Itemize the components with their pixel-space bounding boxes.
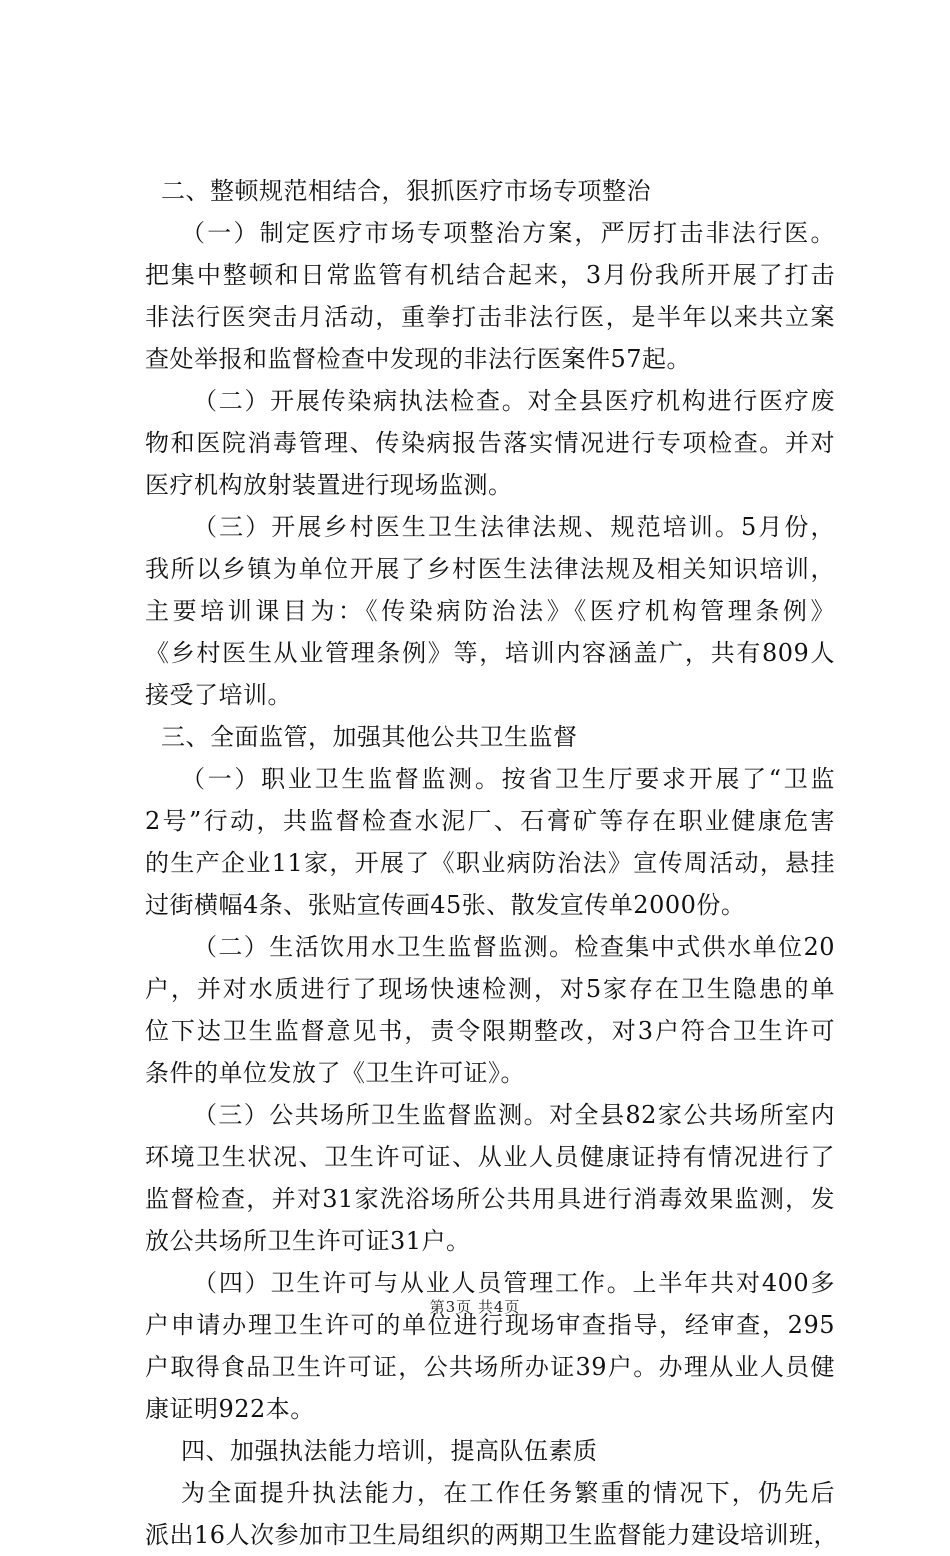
paragraph-line: 查处举报和监督检查中发现的非法行医案件57起。 (145, 345, 692, 373)
paragraph-line: 把集中整顿和日常监管有机结合起来，3月份我所开展了打击 (145, 261, 835, 289)
paragraph-line: 医疗机构放射装置进行现场监测。 (145, 471, 513, 499)
paragraph-line: 派出16人次参加市卫生局组织的两期卫生监督能力建设培训班， (145, 1521, 839, 1549)
paragraph-line: 我所以乡镇为单位开展了乡村医生法律法规及相关知识培训， (145, 555, 835, 583)
section-heading: 四、加强执法能力培训，提高队伍素质 (181, 1437, 598, 1465)
paragraph-line: （一）制定医疗市场专项整治方案，严厉打击非法行医。 (181, 219, 835, 247)
paragraph-line: （三）开展乡村医生卫生法律法规、规范培训。5月份， (193, 513, 835, 541)
paragraph-line: 物和医院消毒管理、传染病报告落实情况进行专项检查。并对 (145, 429, 835, 457)
paragraph-line: 康证明922本。 (145, 1395, 315, 1423)
paragraph-line: 户申请办理卫生许可的单位进行现场审查指导，经审查，295 (145, 1311, 835, 1339)
paragraph-line: 放公共场所卫生许可证31户。 (145, 1227, 471, 1255)
paragraph-line: 为全面提升执法能力，在工作任务繁重的情况下，仍先后 (181, 1479, 835, 1507)
paragraph-line: （二）开展传染病执法检查。对全县医疗机构进行医疗废 (193, 387, 835, 415)
paragraph-line: 非法行医突击月活动，重拳打击非法行医，是半年以来共立案 (145, 303, 835, 331)
paragraph-line: 的生产企业11家，开展了《职业病防治法》宣传周活动，悬挂 (145, 849, 835, 877)
paragraph-line: 2号”行动，共监督检查水泥厂、石膏矿等存在职业健康危害 (145, 807, 835, 835)
paragraph-line: （一）职业卫生监督监测。按省卫生厅要求开展了“卫监 (181, 765, 835, 793)
paragraph-line: 《乡村医生从业管理条例》等，培训内容涵盖广，共有809人 (145, 639, 835, 667)
paragraph-line: 户取得食品卫生许可证，公共场所办证39户。办理从业人员健 (145, 1353, 835, 1381)
page-number-footer: 第3页 共4页 (429, 1298, 521, 1316)
paragraph-line: 接受了培训。 (145, 681, 292, 709)
paragraph-line: 位下达卫生监督意见书，责令限期整改，对3户符合卫生许可 (145, 1017, 835, 1045)
paragraph-line: 监督检查，并对31家洗浴场所公共用具进行消毒效果监测，发 (145, 1185, 835, 1213)
paragraph-line: 户，并对水质进行了现场快速检测，对5家存在卫生隐患的单 (145, 975, 835, 1003)
paragraph-line: 环境卫生状况、卫生许可证、从业人员健康证持有情况进行了 (145, 1143, 835, 1171)
paragraph-line: 过街横幅4条、张贴宣传画45张、散发宣传单2000份。 (145, 891, 746, 919)
section-heading: 三、全面监管，加强其他公共卫生监督 (161, 723, 578, 751)
paragraph-line: 主要培训课目为：《传染病防治法》《医疗机构管理条例》 (145, 597, 835, 625)
paragraph-line: （四）卫生许可与从业人员管理工作。上半年共对400多 (193, 1269, 835, 1297)
section-heading: 二、整顿规范相结合，狠抓医疗市场专项整治 (161, 177, 651, 205)
paragraph-line: （二）生活饮用水卫生监督监测。检查集中式供水单位20 (193, 933, 835, 961)
paragraph-line: 条件的单位发放了《卫生许可证》。 (145, 1059, 525, 1087)
document-body (145, 170, 839, 1556)
paragraph-line: （三）公共场所卫生监督监测。对全县82家公共场所室内 (193, 1101, 835, 1129)
